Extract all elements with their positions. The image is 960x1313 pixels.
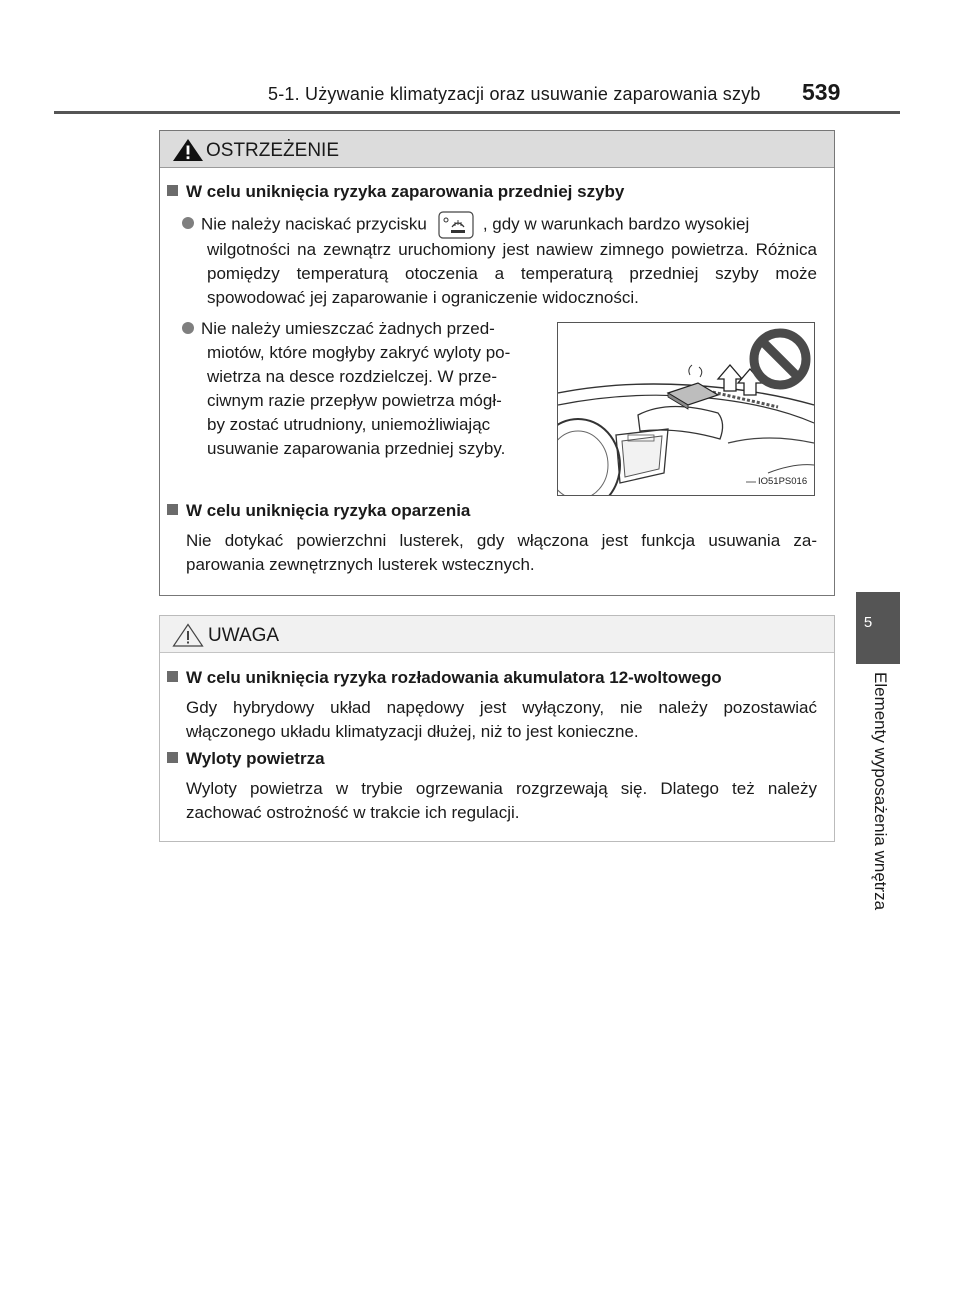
caution-box: [159, 615, 835, 842]
caution-section-heading: W celu uniknięcia ryzyka rozładowania akumulatora 12-woltowego: [167, 668, 722, 688]
caution-box-header: [160, 616, 834, 653]
dashboard-vent-illustration: [557, 322, 815, 496]
warning-section-heading: W celu uniknięcia ryzyka zaparowania przedniej szyby: [167, 182, 624, 202]
front-defroster-button-icon: [438, 211, 474, 239]
square-bullet-icon: [167, 504, 178, 515]
warning-triangle-icon: [172, 138, 204, 162]
warning-bullet-text: wilgotności na zewnątrz uruchomiony jest nawiew zimnego powietrza. Różnica pomiędzy temperaturą otoczenia a temperaturą przedniej szyby może spowodować jej zaparowanie i ograniczenie widoczności.: [207, 240, 817, 307]
warning-section-heading: W celu uniknięcia ryzyka oparzenia: [167, 501, 470, 521]
round-bullet-icon: [182, 322, 194, 334]
chapter-tab: [856, 592, 900, 664]
dashboard-drawing: [558, 323, 814, 495]
chapter-label: Elementy wyposażenia wnętrza: [871, 672, 890, 911]
section-title: 5-1. Używanie klimatyzacji oraz usuwanie zaparowania szyb: [268, 84, 761, 104]
page-number: 539: [802, 79, 841, 105]
warning-box-header: [160, 131, 834, 168]
caution-section-text: Gdy hybrydowy układ napędowy jest wyłączony, nie należy pozostawiać włączonego układu klimatyzacji dłużej, niż to jest konieczne.: [186, 698, 817, 741]
warning-section-text: Nie dotykać powierzchni lusterek, gdy włączona jest funkcja usuwania za-parowania zewnętrznych lusterek wstecznych.: [186, 531, 817, 574]
warning-title: OSTRZEŻENIE: [206, 140, 340, 161]
warning-box: [159, 130, 835, 596]
chapter-label-wrapper: [856, 672, 900, 952]
caution-title: UWAGA: [208, 625, 280, 646]
chapter-number: 5: [863, 614, 873, 631]
warning-bullet-2: Nie należy umieszczać żadnych przed- miotów, które mogłyby zakryć wyloty po- wietrza na desce rozdzielczej. W prze- ciwnym razie przepływ powietrza mógł- by zostać utrudniony, uniemożliwiając usuwanie zaparowania przedniej szyby.: [182, 317, 552, 461]
warning-bullet-line: Nie należy naciskać przycisku , gdy w warunkach bardzo wysokiej: [182, 211, 749, 239]
caution-section-text: Wyloty powietrza w trybie ogrzewania rozgrzewają się. Dlatego też należy zachować ostrożność w trakcie ich regulacji.: [186, 779, 817, 822]
header-divider: [54, 111, 900, 114]
square-bullet-icon: [167, 185, 178, 196]
figure-code: IO51PS016: [758, 476, 808, 487]
square-bullet-icon: [167, 752, 178, 763]
round-bullet-icon: [182, 217, 194, 229]
caution-triangle-icon: [172, 623, 204, 647]
caution-section-heading: Wyloty powietrza: [167, 749, 325, 769]
square-bullet-icon: [167, 671, 178, 682]
